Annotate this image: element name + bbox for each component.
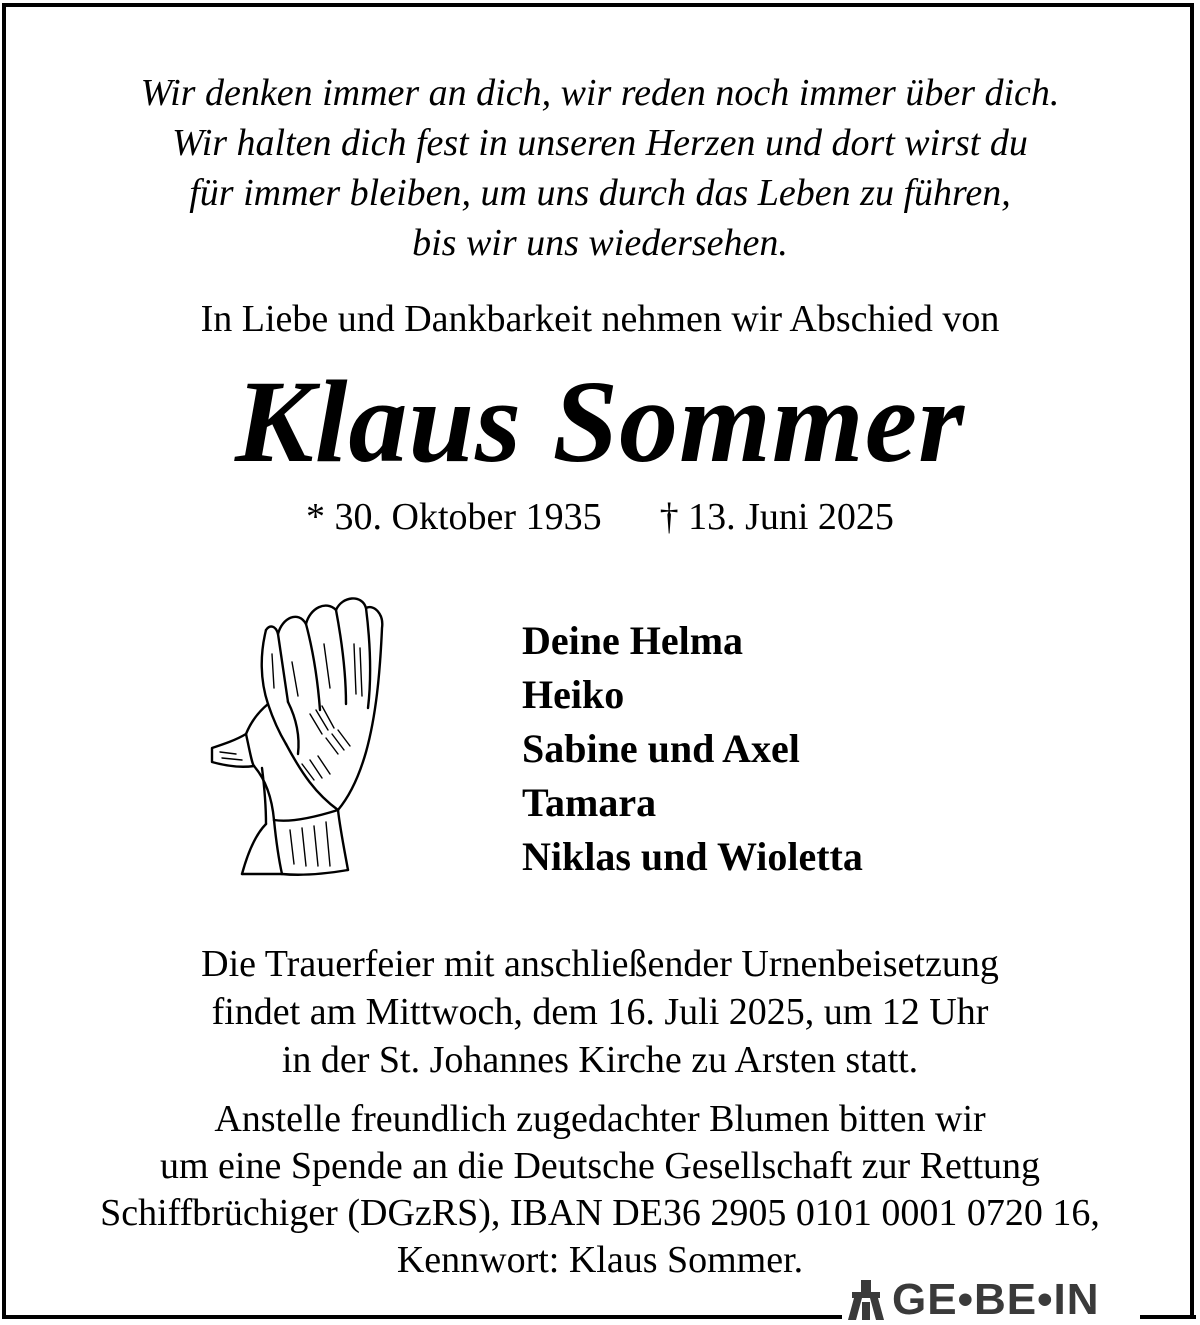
donation-line: Anstelle freundlich zugedachter Blumen bitten wir <box>214 1098 986 1140</box>
praying-hands-icon <box>206 584 390 878</box>
mourner-name: Deine Helma <box>522 618 744 663</box>
deceased-name: Klaus Sommer <box>234 356 966 487</box>
bottom-rule <box>1140 1315 1196 1319</box>
service-line: Die Trauerfeier mit anschließender Urnenbeisetzung <box>201 943 999 985</box>
death-date: † 13. Juni 2025 <box>659 496 894 538</box>
mourner-name: Tamara <box>522 780 657 825</box>
memorial-poem <box>0 68 1200 268</box>
poem-line: für immer bleiben, um uns durch das Leben zu führen, <box>189 172 1011 214</box>
poem-line: Wir denken immer an dich, wir reden noch immer über dich. <box>140 72 1060 114</box>
poem-line: bis wir uns wiedersehen. <box>412 222 788 264</box>
publisher-logo-icon <box>846 1278 886 1322</box>
mourner-name: Heiko <box>522 672 625 717</box>
birth-date: * 30. Oktober 1935 <box>306 496 602 538</box>
farewell-intro: In Liebe und Dankbarkeit nehmen wir Abschied von <box>200 298 1000 340</box>
life-dates <box>0 490 1200 544</box>
publisher-logo-text: GE•BE•IN <box>892 1275 1100 1324</box>
poem-line: Wir halten dich fest in unseren Herzen und dort wirst du <box>172 122 1028 164</box>
donation-line: Schiffbrüchiger (DGzRS), IBAN DE36 2905 0101 0001 0720 16, <box>100 1192 1100 1234</box>
service-line: in der St. Johannes Kirche zu Arsten statt. <box>281 1039 919 1081</box>
funeral-service-info <box>0 940 1200 1084</box>
donation-request <box>0 1096 1200 1284</box>
publisher-logo <box>846 1276 1100 1324</box>
service-line: findet am Mittwoch, dem 16. Juli 2025, um 12 Uhr <box>211 991 989 1033</box>
mourner-name: Sabine und Axel <box>522 726 800 771</box>
donation-line: Kennwort: Klaus Sommer. <box>396 1239 804 1281</box>
bottom-rule <box>2 1315 842 1319</box>
mourner-name: Niklas und Wioletta <box>522 834 863 879</box>
mourners-list <box>522 614 863 884</box>
donation-line: um eine Spende an die Deutsche Gesellschaft zur Rettung <box>159 1145 1041 1187</box>
